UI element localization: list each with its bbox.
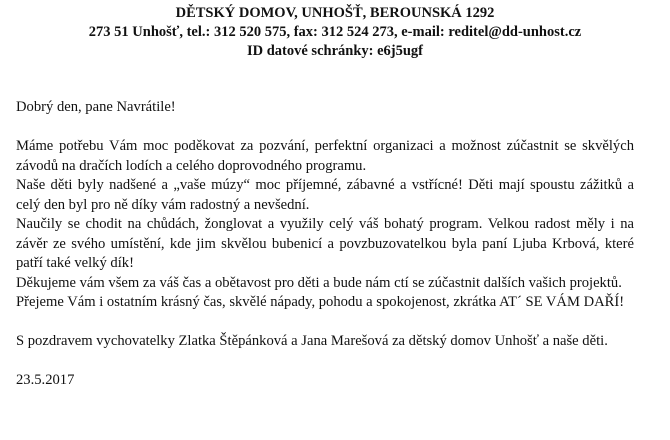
letter-body — [16, 98, 634, 391]
letter-paragraph: Máme potřebu Vám moc poděkovat za pozvání, perfektní organizaci a možnost zúčastnit se skvělých závodů na dračích lodích a celého doprovodného programu. — [16, 138, 634, 174]
letterhead-contact: 273 51 Unhošť, tel.: 312 520 575, fax: 312 524 273, e-mail: reditel@dd-unhost.cz — [88, 24, 582, 40]
letterhead-organization: DĚTSKÝ DOMOV, UNHOŠŤ, BEROUNSKÁ 1292 — [175, 5, 495, 21]
letter-paragraph: Děkujeme vám všem za váš čas a obětavost pro děti a bude nám ctí se zúčastnit dalších vašich projektů. — [16, 274, 622, 291]
letter-paragraph: Přejeme Vám i ostatním krásný čas, skvělé nápady, pohodu a spokojenost, zkrátka AT´ SE VÁM DAŘÍ! — [16, 294, 625, 310]
letterhead-data-box-id: ID datové schránky: e6j5ugf — [246, 43, 423, 59]
letter-paragraph: Naše děti byly nadšené a „vaše múzy“ moc příjemné, zábavné a vstřícné! Děti mají spoustu zážitků a celý den byl pro ně díky vám radostný a nevšední. — [16, 177, 634, 213]
letterhead — [0, 4, 670, 61]
letter-date: 23.5.2017 — [16, 372, 75, 388]
letter-greeting: Dobrý den, pane Navrátile! — [16, 99, 176, 115]
letter-closing: S pozdravem vychovatelky Zlatka Štěpánková a Jana Marešová za dětský domov Unhošť a naše děti. — [16, 333, 608, 349]
letter-paragraph: Naučily se chodit na chůdách, žonglovat a využily celý váš bohatý program. Velkou radost měly i na závěr ze svého umístění, kde jim skvělou bubenicí a povzbuzovatelkou byla paní Ljuba Krbová, které patří také velký dík! — [16, 216, 634, 271]
